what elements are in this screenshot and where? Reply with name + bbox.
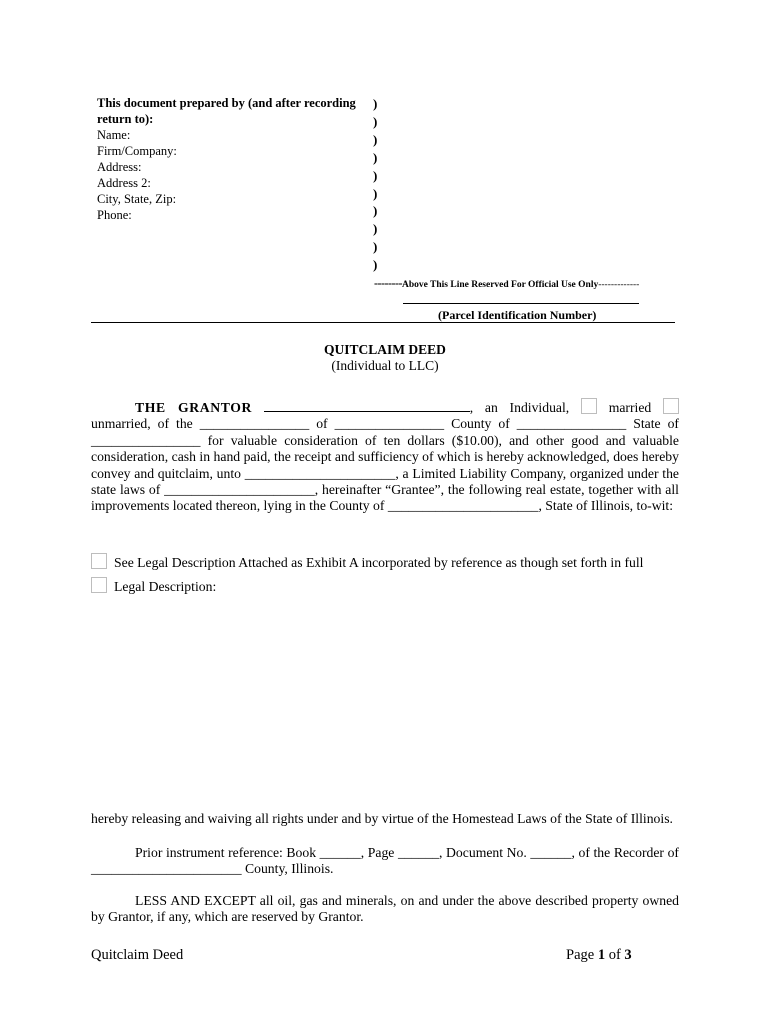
less-except-paragraph <box>91 893 679 926</box>
paren-column <box>373 95 377 274</box>
exhibit-a-label: See Legal Description Attached as Exhibit A incorporated by reference as though set forth in full <box>114 555 644 570</box>
reserved-label: Above This Line Reserved For Official Use Only <box>401 280 599 290</box>
option-legal-description <box>91 577 216 595</box>
less-except-text: LESS AND EXCEPT all oil, gas and minerals, on and under the above described property owned by Grantor, if any, which are reserved by Grantor. <box>91 893 679 925</box>
paren: ) <box>373 221 378 237</box>
reserved-line <box>374 276 639 291</box>
grantor-name-blank[interactable] <box>264 400 470 412</box>
married-checkbox[interactable] <box>581 398 597 414</box>
parcel-number-line <box>403 303 639 304</box>
paren: ) <box>373 203 378 219</box>
divider-line <box>91 322 675 323</box>
exhibit-a-checkbox[interactable] <box>91 553 107 569</box>
page-mid: of <box>605 947 625 963</box>
grantor-label: THE GRANTOR <box>135 400 252 415</box>
unmarried-checkbox[interactable] <box>663 398 679 414</box>
grantor-text-1: , an Individual, <box>469 400 581 415</box>
field-firm-label: Firm/Company: <box>97 144 177 158</box>
reserved-trail-dashes: ------------- <box>598 280 640 290</box>
page-prefix: Page <box>566 947 598 963</box>
footer-doc-name: Quitclaim Deed <box>91 947 184 963</box>
footer-page-number <box>566 947 632 964</box>
grantor-paragraph <box>91 398 679 515</box>
parcel-number-label: (Parcel Identification Number) <box>438 308 597 322</box>
field-name-label: Name: <box>97 128 131 142</box>
page-total: 3 <box>624 947 632 963</box>
prepared-by-heading: This document prepared by (and after recording return to): <box>97 96 356 126</box>
page-current: 1 <box>597 947 606 963</box>
prior-reference-text: Prior instrument reference: Book ______, Page ______, Document No. ______, of the Recorder of ______________________ County, Illinois. <box>91 845 679 877</box>
legal-description-label: Legal Description: <box>114 579 217 594</box>
paren: ) <box>373 96 378 111</box>
reserved-lead-dashes: -------- <box>374 276 402 290</box>
paren: ) <box>373 149 378 165</box>
paren: ) <box>373 131 378 147</box>
field-phone-label: Phone: <box>97 208 132 222</box>
paren: ) <box>373 257 378 273</box>
field-address2-label: Address 2: <box>97 176 151 190</box>
homestead-clause: hereby releasing and waiving all rights under and by virtue of the Homestead Laws of the State of Illinois. <box>91 811 673 826</box>
prior-reference-paragraph <box>91 845 679 878</box>
paren: ) <box>373 113 378 129</box>
option-exhibit-a <box>91 553 643 571</box>
legal-description-checkbox[interactable] <box>91 577 107 593</box>
field-city-state-zip-label: City, State, Zip: <box>97 192 177 206</box>
paren: ) <box>373 239 378 255</box>
paren: ) <box>373 185 378 201</box>
grantor-text-2: unmarried, of the ________________ of ________________ County of ________________ State of ________________ for valuable consideration of ten dollars ($10.00), and other good and valuable consideration, cash in hand paid, the receipt and sufficiency of which is hereby acknowledged, does hereby convey and quitclaim, unto ______________________, a Limited Liability Company, organized under the state laws of ______________________, hereinafter “Grantee”, the following real estate, together with all improvements located thereon, lying in the County of ______________________, State of Illinois, to-wit: <box>91 416 679 514</box>
prepared-by-block <box>97 95 367 223</box>
deed-title: QUITCLAIM DEED <box>324 342 446 357</box>
field-address-label: Address: <box>97 160 142 174</box>
paren: ) <box>373 167 378 183</box>
deed-subtitle: (Individual to LLC) <box>331 358 439 373</box>
married-text: married <box>596 400 664 415</box>
